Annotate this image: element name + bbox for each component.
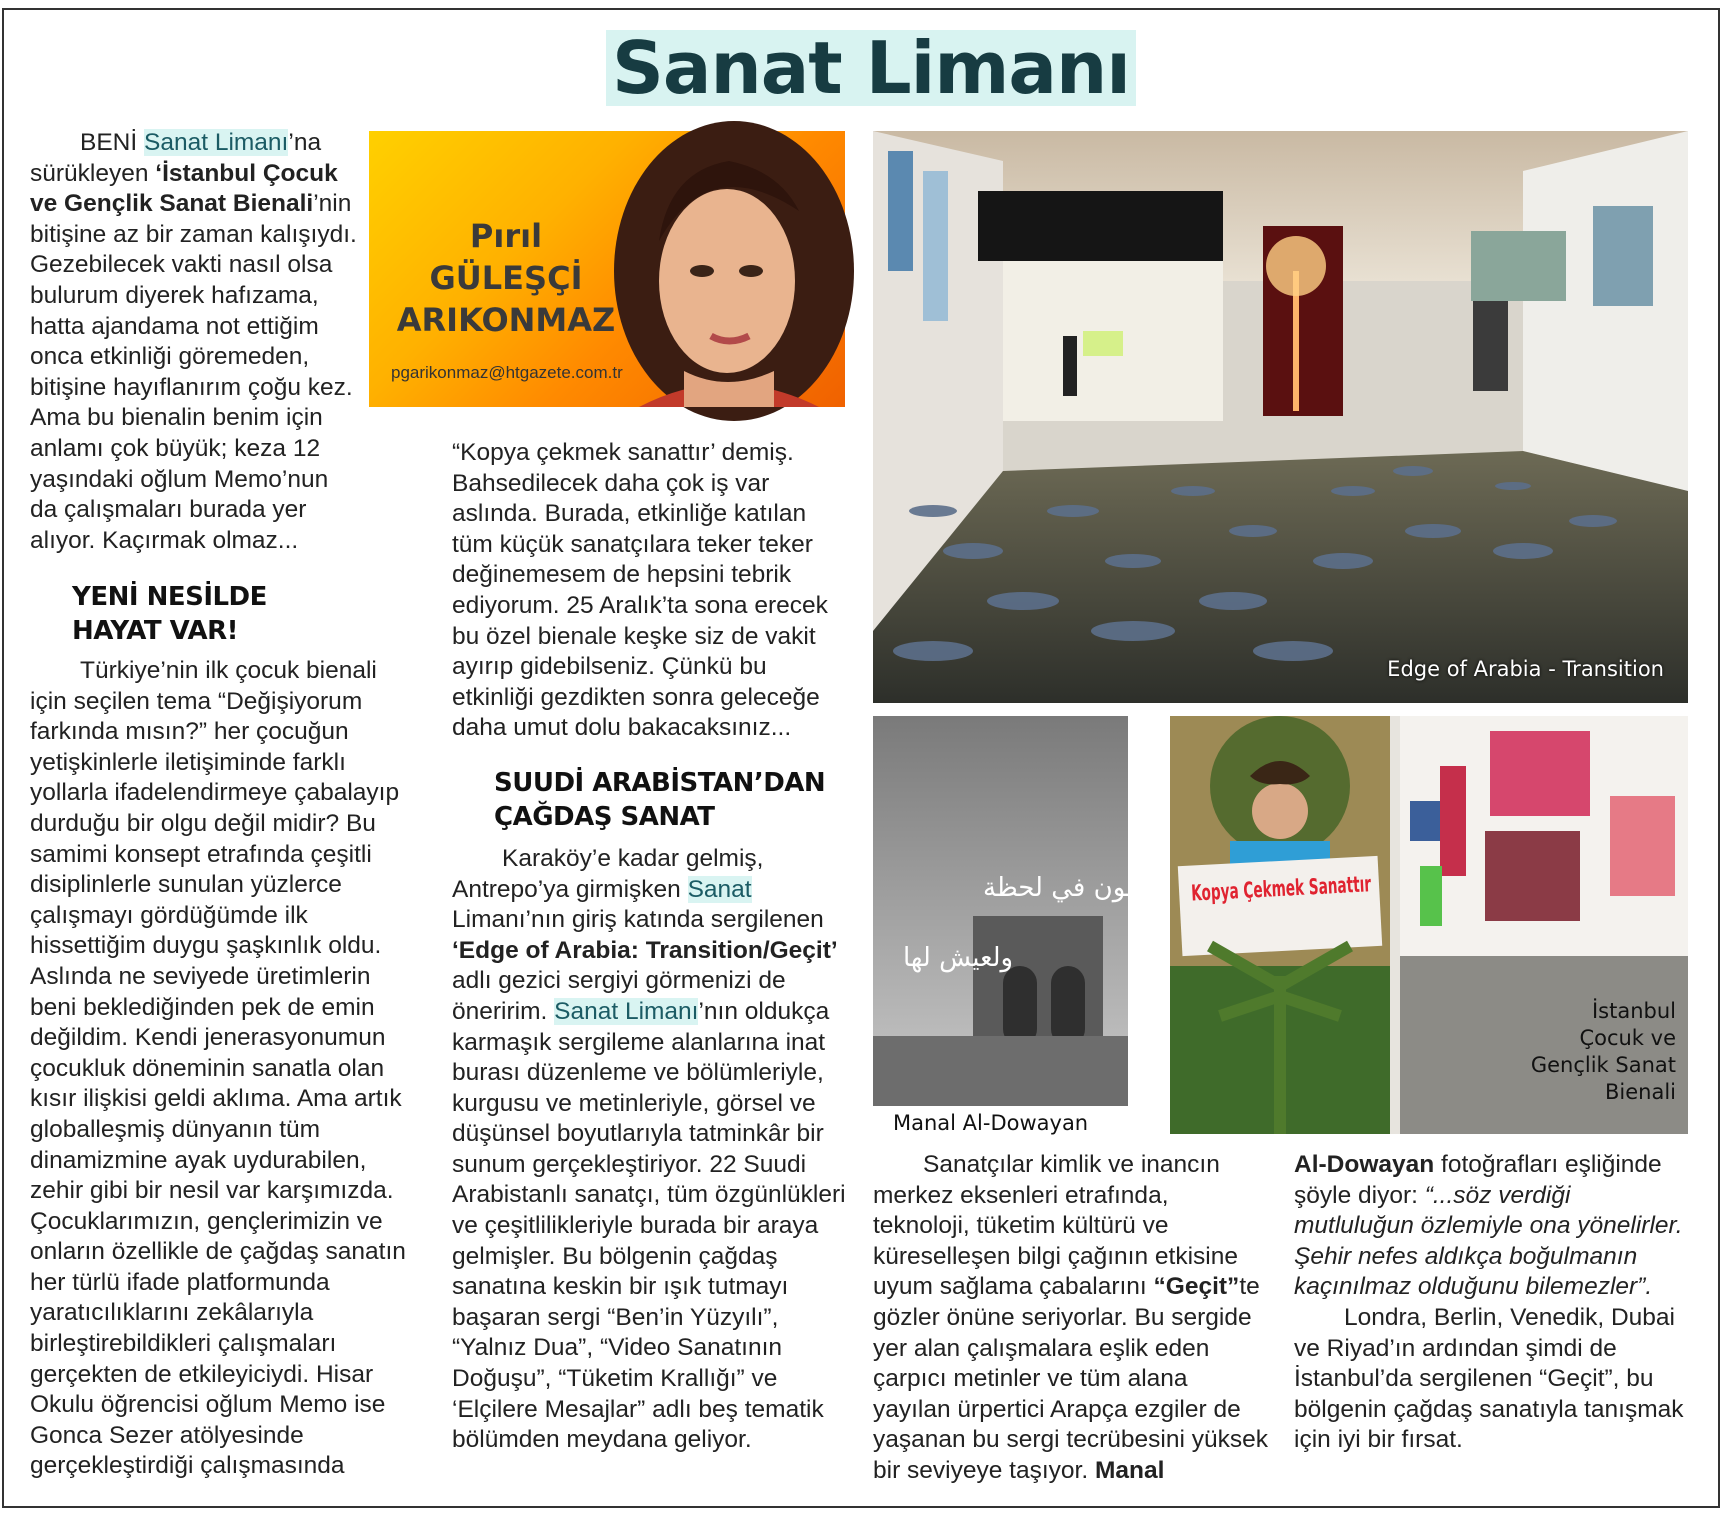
artist-name-last: Al-Dowayan — [1294, 1151, 1435, 1178]
author-last-name: ARIKONMAZ — [396, 301, 616, 339]
gallery-photo — [873, 131, 1688, 703]
column-4 — [1294, 1150, 1694, 1456]
venue-highlight: Sanat Limanı — [554, 997, 699, 1025]
col2-heading: SUUDİ ARABİSTAN’DAN ÇAĞDAŞ SANAT — [494, 767, 826, 832]
column-1 — [30, 128, 415, 556]
col1-heading: YENİ NESİLDE HAYAT VAR! — [72, 582, 267, 646]
col4-paragraph-2: Londra, Berlin, Venedik, Dubai ve Riyad’ın ardından şimdi de İstanbul’da sergilenen “Geçit”, bu bölgenin çağdaş sanatıyla tanışmak için iyi bir fırsat. — [1294, 1303, 1684, 1454]
caption-edge-of-arabia: Edge of Arabia - Transition — [1387, 657, 1664, 681]
author-portrait — [599, 131, 845, 407]
manal-photo — [873, 716, 1148, 1106]
col2-text: adlı gezici sergiyi görmenizi de öneririm. — [452, 967, 786, 1025]
caption-manal: Manal Al-Dowayan — [893, 1111, 1089, 1135]
author-first-name: Pırıl — [469, 217, 543, 255]
col1-text: BENİ — [80, 129, 144, 156]
venue-highlight: Sanat — [687, 875, 752, 903]
col3-text: Sanatçılar kimlik ve inancın merkez eksenleri etrafında, teknoloji, tüketim kültürü ve küreselleşen bilgi çağının etkisine uyum sağlama çabalarını — [873, 1151, 1238, 1301]
gecit-bold: “Geçit” — [1153, 1273, 1240, 1301]
artist-quote: “...söz verdiği mutluluğun özlemiyle ona yönelirler. Şehir nefes aldıkça boğulmanın kaçınılmaz olduğunu bilemezler”. — [1294, 1181, 1683, 1301]
col2-text: ’nın oldukça karmaşık sergileme alanlarına inat burası düzenleme ve bölümleriyle, kurgusu ve metinleriyle, görsel ve düşünsel boyutlarıyla tatminkâr bir sunum gerçekleştiriyor. 22 Suudi Arabistanlı sanatçı, tüm özgünlükleri ve çeşitlilikleriyle burada bir araya gelmişler. Bu bölgenin çağdaş sanatına keskin bir ışık tutmayı başaran sergi “Ben’in Yüzyılı”, “Yalnız Dua”, “Video Sanatının Doğuşu”, “Tüketim Krallığı” ve ‘Elçilere Mesajlar” adlı beş tematik bölümden meydana geliyor. — [452, 997, 846, 1454]
bienal-name: ‘İstanbul Çocuk ve Gençlik Sanat Bienali — [30, 159, 338, 218]
arabic-text-2: ولعيش لها — [903, 943, 1014, 973]
sign-text: Kopya Çekmek Sanattır — [1190, 866, 1483, 907]
author-email[interactable]: pgarikonmaz@htgazete.com.tr — [391, 363, 623, 382]
col4-text: fotoğrafları eşliğinde şöyle diyor: — [1294, 1151, 1662, 1209]
col2-text: Karaköy’e kadar gelmiş, Antrepo’ya girmişken — [452, 844, 764, 903]
exhibition-name: ‘Edge of Arabia: Transition/Geçit’ — [452, 936, 838, 964]
column-1c — [30, 580, 418, 1482]
author-name — [391, 215, 621, 341]
col1-text: ’nin bitişine az bir zaman kalışıydı. Gezebilecek vakti nasıl olsa bulurum diyerek hafızama, hatta ajandama not ettiğim onca etkinliği göremeden, bitişine hayıflanırım çoğu kez. Ama bu bienalin benim için anlamı çok büyük; keza 12 yaşındaki oğlum Memo’nun da çalışmaları burada yer alıyor. Kaçırmak olmaz... — [30, 190, 357, 554]
col1-text: ’na sürükleyen — [30, 129, 322, 187]
col3-text: te gözler önüne seriyorlar. Bu sergide yer alan çalışmalara eşlik eden çarpıcı metinler ve tüm alana yayılan ürpertici Arapça ezgiler de yaşanan bu sergi tecrübesini yüksek bir seviyeye taşıyor. — [873, 1273, 1268, 1484]
col2-paragraph-2 — [452, 844, 847, 1456]
manal-image — [873, 716, 1148, 1106]
bienal-photo — [1170, 716, 1688, 1134]
caption-bienal: İstanbul Çocuk ve Gençlik Sanat Bienali — [1530, 999, 1676, 1104]
col2-paragraph-1: “Kopya çekmek sanattır’ demiş. Bahsedilecek daha çok iş var aslında. Burada, etkinliğe katılan tüm küçük sanatçılara teker teker değinemesem de hepsini tebrik ediyorum. 25 Aralık’ta sona erecek bu özel bienale keşke siz de vakit ayırıp gidebilseniz. Çünkü bu etkinliği gezdikten sonra geleceğe daha umut dolu bakacaksınız... — [452, 439, 828, 742]
column-2 — [452, 438, 847, 1456]
col1-paragraph-1 — [30, 128, 360, 556]
col2-text: ’nın giriş katında sergilenen — [525, 906, 824, 934]
author-middle-name: GÜLEŞÇİ — [429, 259, 583, 297]
arabic-text-1: أمون في لحظة — [983, 873, 1148, 903]
col1-paragraph-2: Türkiye’nin ilk çocuk bienali için seçilen tema “Değişiyorum farkında mısın?” her çocuğun yetişkinlerle iletişiminde farklı yollarla ifadelendirmeye çabalayıp durduğu bir olgu değil midir? Bu samimi konsept etrafında çeşitli disiplinlerle sunulan yüzlerce çalışmayı gördüğümde ilk hissettiğim duygu şaşkınlık oldu. Aslında ne seviyede üretimlerin beni beklediğinden pek de emin değildim. Kendi jenerasyonumun çocukluk döneminin sanatla olan kısır ilişkisi geldi aklıma. Ama artık globalleşmiş dünyanın tüm dinamizmine ayak uydurabilen, zehir gibi bir nesil var karşımızda. Çocuklarımızın, gençlerimizin ve onların özellikle de çağdaş sanatın her türlü ifade platformunda yaratıcılıklarını zekâlarıyla birleştirebildikleri çalışmaları gerçekten de etkileyiciydi. Hisar Okulu öğrencisi oğlum Memo ise Gonca Sezer atölyesinde gerçekleştirdiği çalışmasında — [30, 657, 406, 1480]
col3-paragraph-1 — [873, 1150, 1268, 1487]
venue-highlight: Sanat Limanı — [144, 129, 289, 156]
column-3 — [873, 1150, 1268, 1487]
venue-text: Limanı — [452, 906, 526, 934]
title-banner — [606, 26, 1136, 110]
author-box — [369, 131, 845, 407]
page-title: Sanat Limanı — [612, 26, 1130, 110]
gallery-image — [873, 131, 1688, 703]
col4-paragraph-1 — [1294, 1150, 1694, 1303]
artist-name-first: Manal — [1094, 1456, 1165, 1484]
